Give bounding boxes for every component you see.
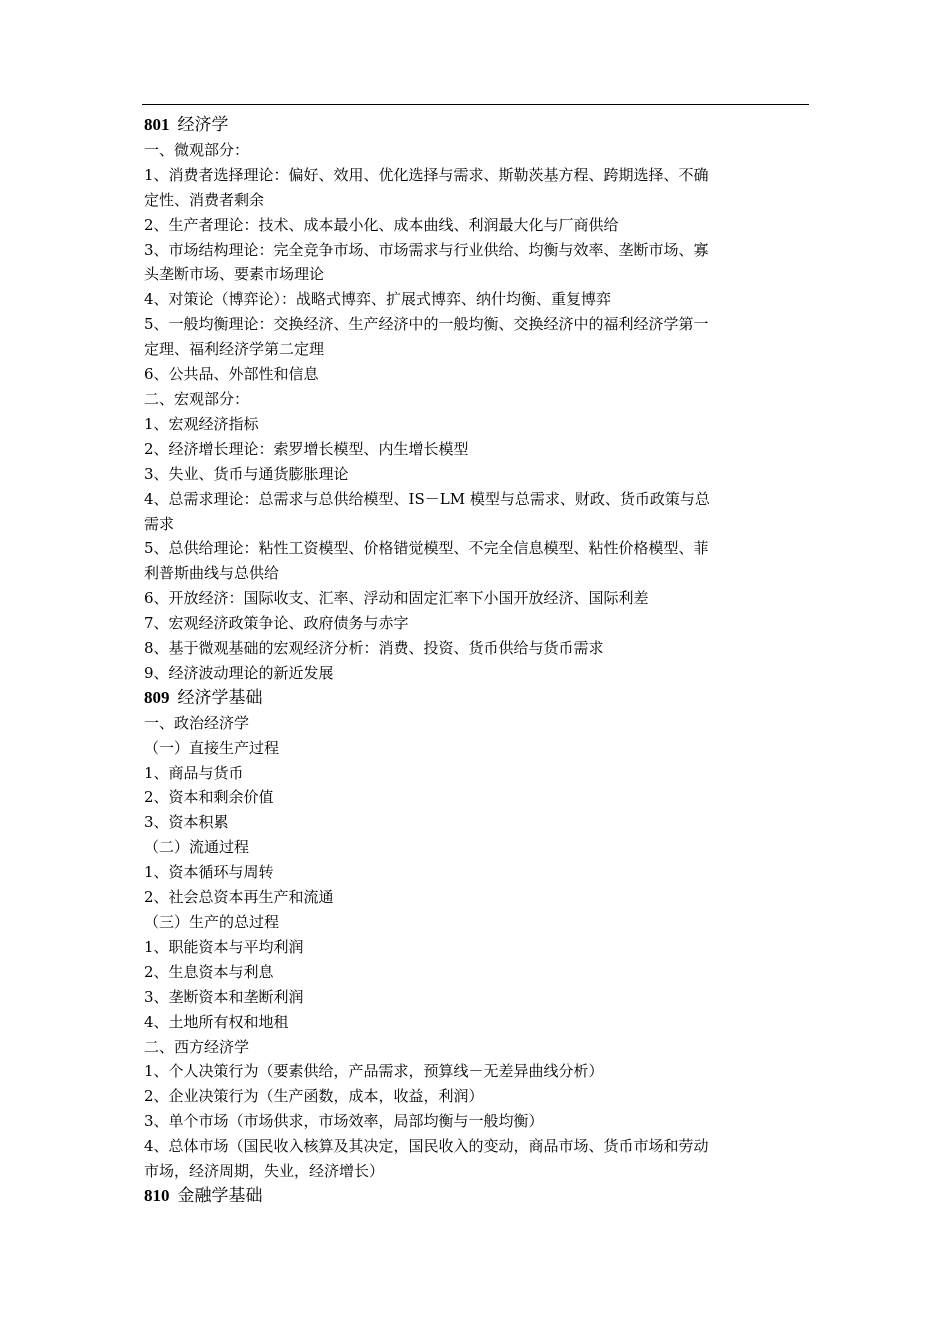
- outline-line: 定性、消费者剩余: [144, 190, 265, 209]
- outline-line: 9、经济波动理论的新近发展: [144, 663, 334, 682]
- outline-line: 4、总需求理论：总需求与总供给模型、IS－LM 模型与总需求、财政、货币政策与总: [144, 489, 710, 508]
- section-title: 经济学: [177, 115, 229, 135]
- section-code: 801: [144, 115, 170, 134]
- outline-line: 一、微观部分：: [144, 140, 250, 159]
- outline-line: 3、垄断资本和垄断利润: [144, 987, 304, 1006]
- outline-line: 4、总体市场（国民收入核算及其决定，国民收入的变动，商品市场、货币市场和劳动: [144, 1137, 709, 1156]
- section-code: 810: [144, 1185, 170, 1205]
- outline-line: 4、对策论（博弈论）：战略式博弈、扩展式博弈、纳什均衡、重复博弈: [144, 290, 612, 309]
- outline-line: 1、资本循环与周转: [144, 863, 274, 882]
- section-title: 经济学基础: [177, 687, 263, 708]
- outline-line: 头垄断市场、要素市场理论: [144, 265, 325, 284]
- outline-line: 1、个人决策行为（要素供给，产品需求，预算线－无差异曲线分析）: [144, 1062, 604, 1081]
- outline-line: 3、市场结构理论：完全竞争市场、市场需求与行业供给、均衡与效率、垄断市场、寡: [144, 240, 709, 259]
- outline-line: 7、宏观经济政策争论、政府债务与赤字: [144, 614, 409, 633]
- outline-line: （三）生产的总过程: [144, 913, 280, 931]
- outline-line: 8、基于微观基础的宏观经济分析：消费、投资、货币供给与货币需求: [144, 639, 604, 658]
- outline-line: 1、宏观经济指标: [144, 414, 259, 433]
- outline-line: 2、生息资本与利息: [144, 962, 274, 981]
- section-heading: [144, 1184, 784, 1209]
- outline-line: 2、经济增长理论：索罗增长模型、内生增长模型: [144, 439, 469, 458]
- outline-line: 二、西方经济学: [144, 1037, 250, 1056]
- outline-line: 4、土地所有权和地租: [144, 1012, 289, 1031]
- outline-line: 需求: [144, 514, 175, 533]
- outline-line: 5、总供给理论：粘性工资模型、价格错觉模型、不完全信息模型、粘性价格模型、菲: [144, 539, 709, 558]
- section-title: 金融学基础: [177, 1185, 263, 1206]
- document-body: [144, 113, 784, 1209]
- outline-line: 3、单个市场（市场供求，市场效率，局部均衡与一般均衡）: [144, 1112, 544, 1131]
- outline-line: 1、商品与货币: [144, 763, 244, 782]
- header-rule: [142, 104, 809, 105]
- section-code: 809: [144, 687, 170, 707]
- outline-line: 6、开放经济：国际收支、汇率、浮动和固定汇率下小国开放经济、国际利差: [144, 589, 649, 608]
- outline-line: （二）流通过程: [144, 838, 250, 857]
- outline-line: 5、一般均衡理论：交换经济、生产经济中的一般均衡、交换经济中的福利经济学第一: [144, 315, 709, 334]
- outline-line: 利普斯曲线与总供给: [144, 564, 280, 583]
- outline-line: 1、职能资本与平均利润: [144, 937, 304, 956]
- outline-line: 2、社会总资本再生产和流通: [144, 888, 334, 907]
- section-heading: [144, 686, 784, 711]
- outline-line: （一）直接生产过程: [144, 738, 280, 757]
- outline-line: 3、失业、货币与通货膨胀理论: [144, 464, 349, 483]
- outline-line: 2、生产者理论：技术、成本最小化、成本曲线、利润最大化与厂商供给: [144, 215, 619, 234]
- section-heading: [144, 113, 784, 138]
- outline-line: 二、宏观部分：: [144, 389, 250, 408]
- outline-line: 6、公共品、外部性和信息: [144, 365, 319, 384]
- outline-line: 一、政治经济学: [144, 713, 250, 732]
- outline-line: 2、资本和剩余价值: [144, 788, 274, 807]
- outline-line: 2、企业决策行为（生产函数，成本，收益，利润）: [144, 1087, 484, 1106]
- outline-line: 定理、福利经济学第二定理: [144, 340, 325, 359]
- outline-line: 1、消费者选择理论：偏好、效用、优化选择与需求、斯勒茨基方程、跨期选择、不确: [144, 165, 709, 184]
- outline-line: 3、资本积累: [144, 813, 229, 832]
- outline-line: 市场，经济周期，失业，经济增长）: [144, 1162, 385, 1181]
